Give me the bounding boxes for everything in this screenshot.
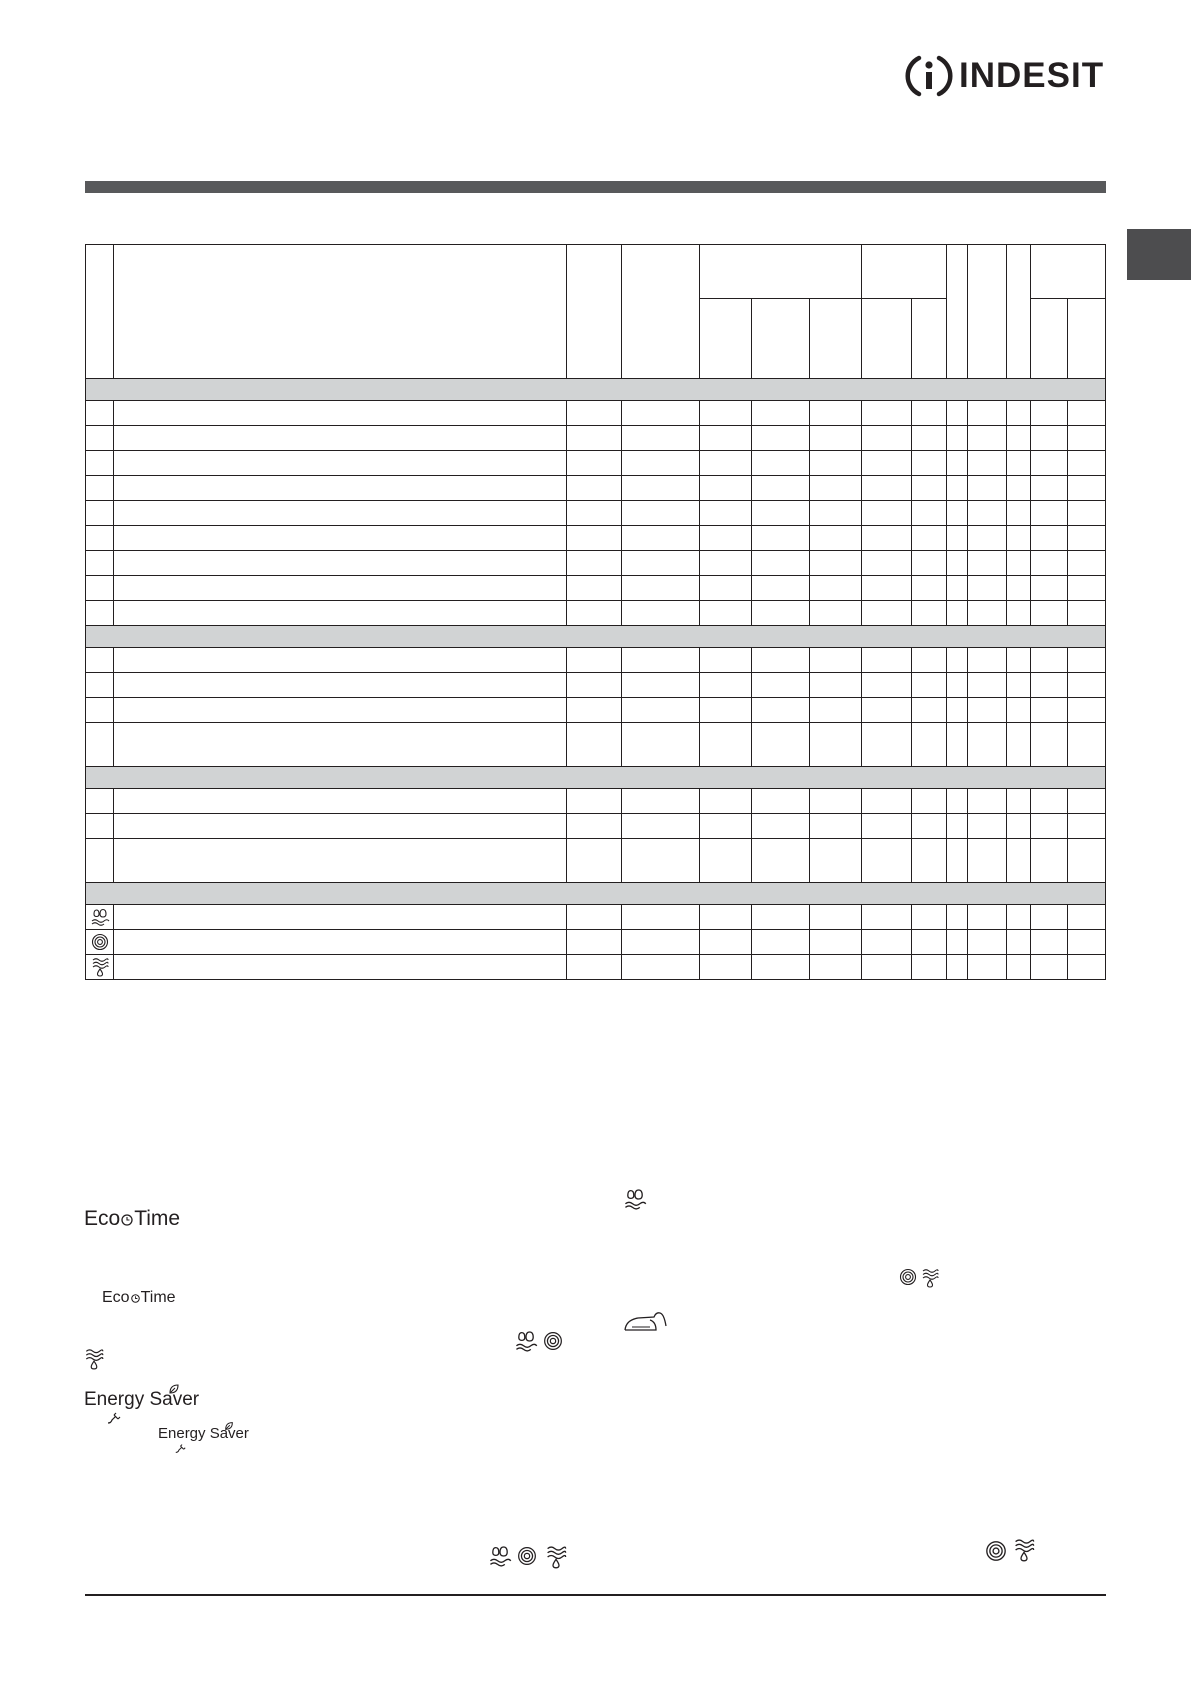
table-row <box>86 814 1106 839</box>
table-row <box>86 839 1106 883</box>
table-row <box>86 526 1106 551</box>
table-row <box>86 501 1106 526</box>
spin-spiral-icon <box>91 933 109 951</box>
plug-icon <box>174 1443 187 1454</box>
eco-time-logo-small <box>102 1289 176 1307</box>
drain-waves-drop-icon <box>545 1545 567 1569</box>
drain-waves-drop-icon <box>921 1268 939 1288</box>
spin-spiral-icon <box>899 1268 917 1286</box>
table-row <box>86 451 1106 476</box>
spin-spiral-icon <box>517 1546 537 1566</box>
table-row <box>86 601 1106 626</box>
clock-leaf-icon <box>121 1214 133 1226</box>
stain-water-icon <box>514 1330 538 1352</box>
stain-water-icon <box>623 1188 647 1210</box>
eco-time-logo <box>84 1207 180 1231</box>
clock-leaf-icon <box>131 1294 140 1303</box>
eco-time-label: Eco <box>84 1207 121 1230</box>
table-header-row <box>86 245 1106 299</box>
table-row <box>86 789 1106 814</box>
table-row <box>86 905 1106 930</box>
footer-rule <box>85 1594 1106 1596</box>
table-row <box>86 930 1106 955</box>
table-row <box>86 551 1106 576</box>
table-section-band <box>86 626 1106 648</box>
table-row <box>86 576 1106 601</box>
eco-time-suffix-small: Time <box>140 1289 176 1306</box>
table-row <box>86 723 1106 767</box>
table-section-band <box>86 379 1106 401</box>
spin-spiral-icon <box>543 1331 563 1351</box>
plug-icon <box>106 1411 122 1425</box>
energy-saver-logo <box>84 1389 199 1411</box>
header-bar <box>85 181 1106 193</box>
table-row <box>86 648 1106 673</box>
table-row <box>86 955 1106 980</box>
eco-time-label-small: Eco <box>102 1289 130 1306</box>
table-row <box>86 673 1106 698</box>
table-row <box>86 426 1106 451</box>
table-row <box>86 476 1106 501</box>
iron-icon <box>622 1310 668 1334</box>
drain-waves-drop-icon <box>84 1348 104 1370</box>
leaf-icon <box>224 1421 234 1431</box>
brand-logo <box>905 52 1104 100</box>
brand-name: INDESIT <box>959 56 1105 95</box>
table-section-band <box>86 767 1106 789</box>
energy-saver-label-small: Energy Saver <box>158 1425 249 1442</box>
energy-saver-logo-small <box>158 1425 249 1442</box>
table-row <box>86 401 1106 426</box>
table-row <box>86 698 1106 723</box>
indesit-logo-icon <box>905 52 953 100</box>
energy-saver-label: Energy Saver <box>84 1389 200 1410</box>
stain-water-icon <box>90 908 110 926</box>
programme-table <box>85 244 1106 980</box>
leaf-icon <box>168 1383 180 1395</box>
eco-time-suffix: Time <box>134 1207 181 1230</box>
drain-waves-drop-icon <box>1013 1538 1035 1562</box>
language-tab <box>1127 229 1191 280</box>
stain-water-icon <box>488 1545 512 1567</box>
drain-waves-drop-icon <box>91 957 109 977</box>
table-section-band <box>86 883 1106 905</box>
spin-spiral-icon <box>985 1540 1007 1562</box>
